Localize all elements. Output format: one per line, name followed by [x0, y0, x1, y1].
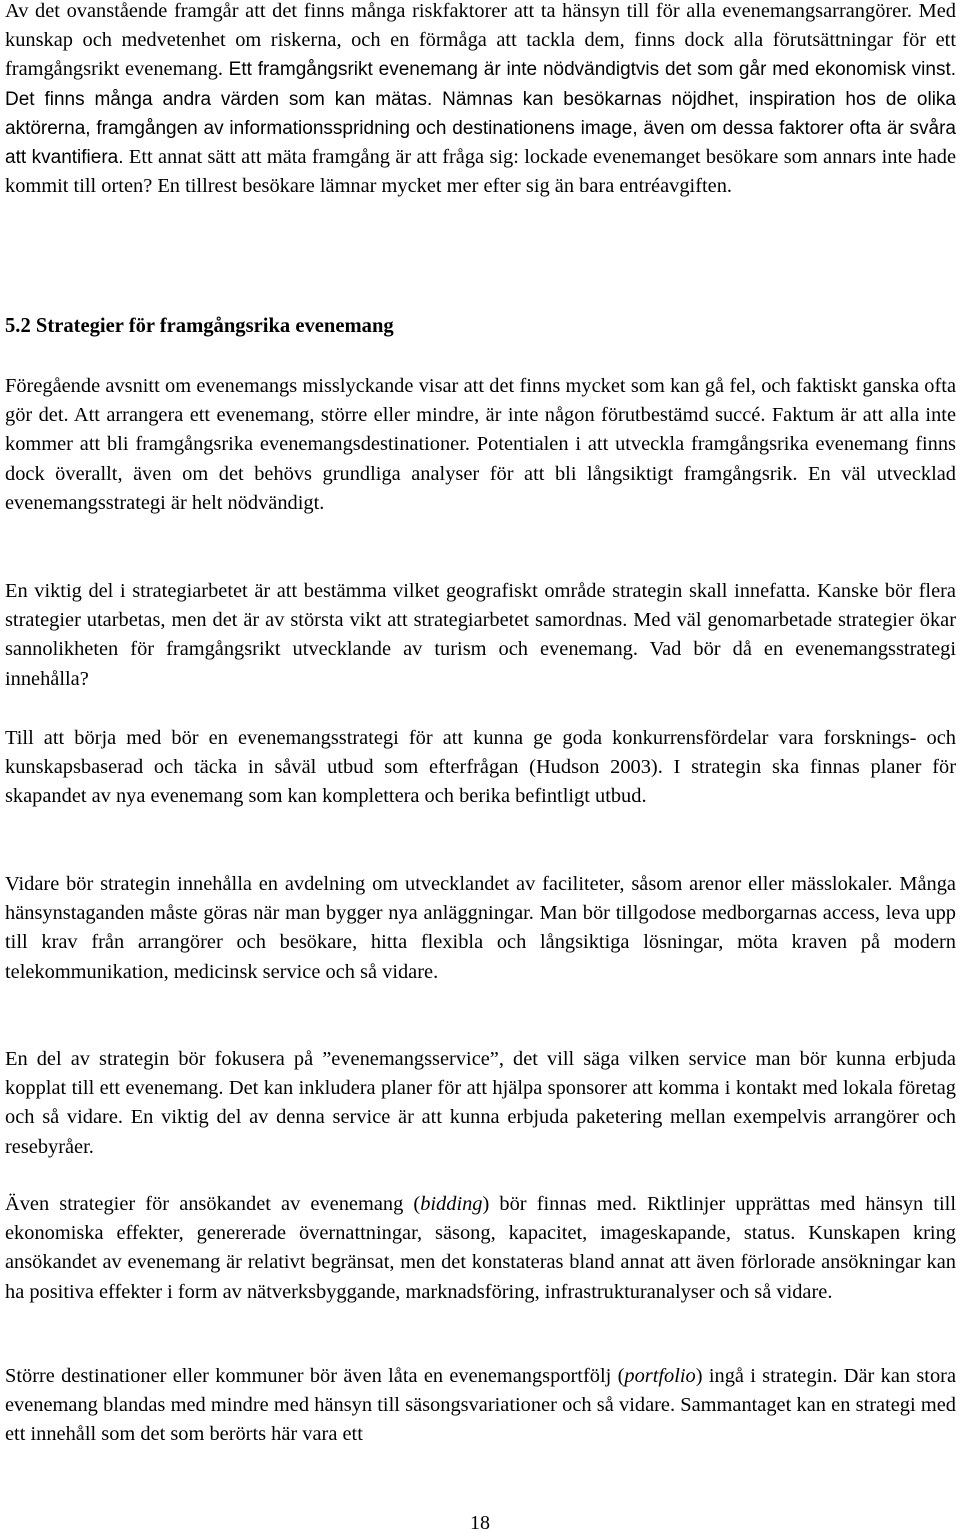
- paragraph-event-service: En del av strategin bör fokusera på ”evenemangsservice”, det vill säga vilken service man bör kunna erbjuda kopplat till ett evenemang. Det kan inkludera planer för att hjälpa sponsorer att komma i kontakt med lokala företag och så vidare. En viktig del av denna service är att kunna erbjuda paketering mellan exempelvis arrangörer och resebyråer.: [5, 1048, 956, 1158]
- paragraph-geographic-area: En viktig del i strategiarbetet är att bestämma vilket geografiskt område strategin skall innefatta. Kanske bör flera strategier utarbetas, men det är av största vikt att strategiarbetet samordnas. Med väl genomarbetade strategier ökar sannolikheten för framgångsrikt utvecklande av turism och evenemang. Vad bör då en evenemangsstrategi innehålla?: [5, 580, 956, 690]
- section-heading: 5.2 Strategier för framgångsrika evenemang: [5, 315, 394, 337]
- text-run: ) ingå i strategin. Där kan stora evenemang blandas med mindre med hänsyn till säsongsvariationer och så vidare. Sammantaget kan en strategi med ett innehåll som det som berörts här vara ett: [5, 1365, 956, 1446]
- paragraph-segment: Av det ovanstående framgår att det finns många riskfaktorer att ta hänsyn till för alla evenemangsarrangörer. Med kunskap och medvetenhet om riskerna, och en förmåga att tackla dem, finns dock alla förutsättningar för ett framgångsrikt evenemang.: [5, 0, 956, 81]
- text-run: Även strategier för ansökandet av evenemang (: [5, 1193, 421, 1215]
- text-run: Större destinationer eller kommuner bör även låta en evenemangsportfölj (: [5, 1365, 625, 1387]
- paragraph-segment: Ett annat sätt att mäta framgång är att fråga sig: lockade evenemanget besökare som annars inte hade kommit till orten? En tillrest besökare lämnar mycket mer efter sig än bara entréavgiften.: [5, 146, 956, 198]
- paragraph-portfolio: [5, 1362, 956, 1450]
- paragraph-facilities: Vidare bör strategin innehålla en avdelning om utvecklandet av faciliteter, såsom arenor eller mässlokaler. Många hänsynstaganden måste göras när man bygger nya anläggningar. Man bör tillgodose medborgarnas access, leva upp till krav från arrangörer och besökare, hitta flexibla och långsiktiga lösningar, möta kraven på modern telekommunikation, medicinsk service och så vidare.: [5, 873, 956, 983]
- paragraph-bidding: [5, 1190, 956, 1307]
- page-number: 18: [470, 1512, 490, 1534]
- paragraph-success-factors: [5, 0, 956, 201]
- paragraph-intro-strategies: Föregående avsnitt om evenemangs misslyckande visar att det finns mycket som kan gå fel, och faktiskt ganska ofta gör det. Att arrangera ett evenemang, större eller mindre, är inte någon förutbestämd succé. Faktum är att alla inte kommer att bli framgångsrika evenemangsdestinationer. Potentialen i att utveckla framgångsrika evenemang finns dock överallt, även om det behövs grundliga analyser för att bli långsiktigt framgångsrik. En väl utvecklad evenemangsstrategi är helt nödvändigt.: [5, 375, 956, 514]
- text-run: ) bör finnas med. Riktlinjer upprättas med hänsyn till ekonomiska effekter, genererade övernattningar, säsong, kapacitet, imageskapande, status. Kunskapen kring ansökandet av evenemang är relativt begränsat, men det konstateras bland annat att även förlorade ansökningar kan ha positiva effekter i form av nätverksbyggande, marknadsföring, infrastrukturanalyser och så vidare.: [5, 1193, 956, 1303]
- paragraph-segment-sans: Ett framgångsrikt evenemang är inte nödvändigtvis det som går med ekonomisk vinst. Det finns många andra värden som kan mätas. Nämnas kan besökarnas nöjdhet, inspiration hos de olika aktörerna, framgången av informationsspridning och destinationens image, även om dessa faktorer ofta är svåra att kvantifiera.: [5, 59, 957, 169]
- paragraph-knowledge-based: Till att börja med bör en evenemangsstrategi för att kunna ge goda konkurrensfördelar vara forsknings- och kunskapsbaserad och täcka in såväl utbud som efterfrågan (Hudson 2003). I strategin ska finnas planer för skapandet av nya evenemang som kan komplettera och berika befintligt utbud.: [5, 727, 956, 808]
- italic-term: bidding: [420, 1193, 483, 1215]
- italic-term: portfolio: [624, 1365, 696, 1387]
